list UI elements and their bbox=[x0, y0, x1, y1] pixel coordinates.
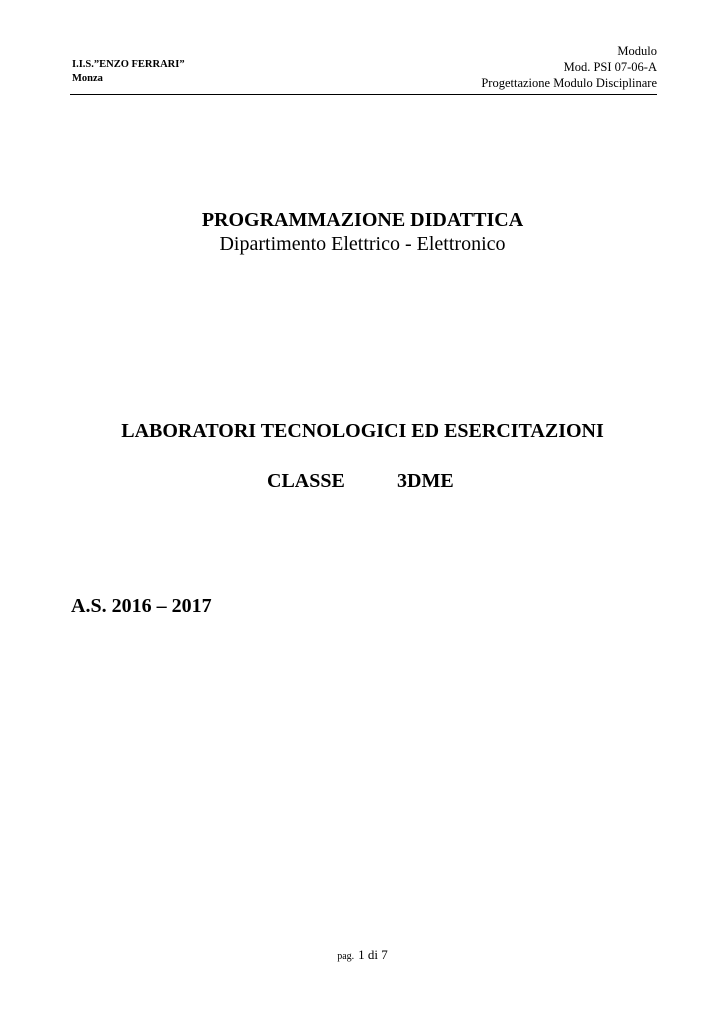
main-title: PROGRAMMAZIONE DIDATTICA bbox=[201, 209, 524, 231]
class-label: CLASSE bbox=[267, 470, 345, 492]
school-name: I.I.S.”ENZO FERRARI” bbox=[72, 59, 185, 70]
title-block bbox=[0, 208, 725, 256]
form-code: Mod. PSI 07-06-A bbox=[563, 60, 657, 74]
form-type: Modulo bbox=[617, 44, 657, 58]
header-form-info bbox=[481, 43, 657, 91]
header-divider bbox=[70, 94, 657, 95]
header-school bbox=[72, 58, 185, 86]
school-year: A.S. 2016 – 2017 bbox=[71, 595, 212, 617]
page-footer bbox=[0, 946, 725, 964]
page-label: pag. bbox=[337, 951, 355, 962]
class-value: 3DME bbox=[397, 470, 454, 492]
school-city: Monza bbox=[72, 73, 103, 84]
form-title: Progettazione Modulo Disciplinare bbox=[481, 76, 657, 90]
class-line bbox=[267, 470, 454, 493]
subject-title: LABORATORI TECNOLOGICI ED ESERCITAZIONI bbox=[121, 420, 604, 442]
department-name: Dipartimento Elettrico - Elettronico bbox=[219, 233, 506, 255]
page-number: 1 di 7 bbox=[358, 947, 388, 962]
